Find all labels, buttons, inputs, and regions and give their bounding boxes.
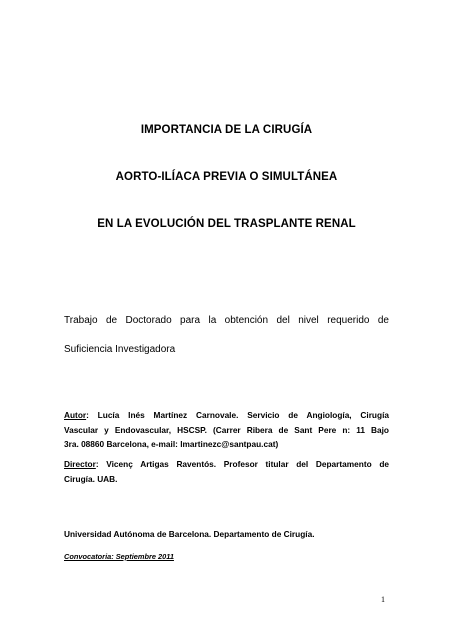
director-label: Director [64,459,96,469]
director-block [64,457,389,486]
director-line-2: Cirugía. UAB. [64,473,118,484]
purpose-line-2: Suficiencia Investigadora [64,344,176,355]
title-line-3: EN LA EVOLUCIÓN DEL TRASPLANTE RENAL [97,218,356,230]
page-number: 1 [381,595,385,604]
title-line-1: IMPORTANCIA DE LA CIRUGÍA [140,124,313,136]
title-line-2: AORTO-ILÍACA PREVIA O SIMULTÁNEA [115,171,338,183]
director-line-1 [64,457,389,472]
institution-line: Universidad Autónoma de Barcelona. Departamento de Cirugía. [64,529,315,539]
author-text-1: : Lucía Inés Martínez Carnovale. Servicio de Angiología, Cirugía [86,410,389,420]
author-line-2: Vascular y Endovascular, HSCSP. (Carrer Ribera de Sant Pere n: 11 Bajo [64,424,389,435]
author-label: Autor [64,410,87,420]
convocatoria-line: Convocatoria: Septiembre 2011 [64,552,174,561]
author-block [64,408,389,452]
author-line-1 [64,408,389,423]
author-line-3: 3ra. 08860 Barcelona, e-mail: lmartinezc@santpau.cat) [64,439,279,450]
director-text-1: : Vicenç Artigas Raventós. Profesor titular del Departamento de [95,459,389,469]
purpose-line-1: Trabajo de Doctorado para la obtención del nivel requerido de [64,315,389,326]
